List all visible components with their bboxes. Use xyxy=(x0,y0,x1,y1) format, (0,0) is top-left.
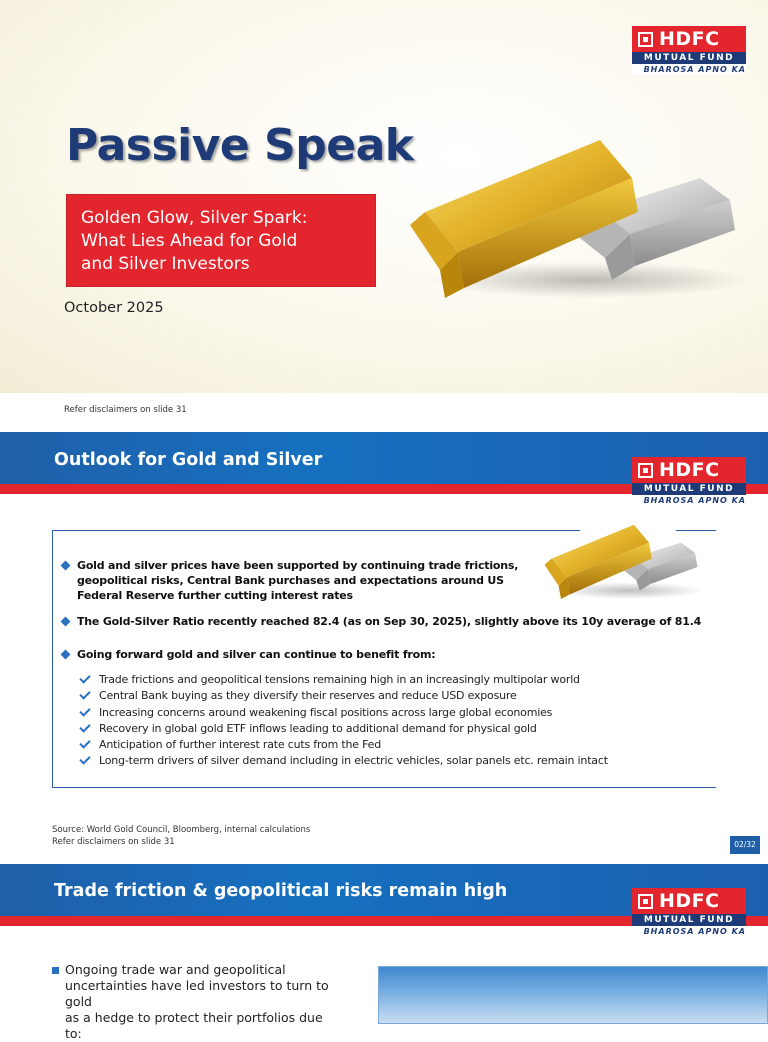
hdfc-logo-icon xyxy=(638,32,653,47)
hdfc-logo: HDFC MUTUAL FUND BHAROSA APNO KA xyxy=(632,26,746,74)
list-item: Recovery in global gold ETF inflows leading to additional demand for physical gold xyxy=(78,721,698,737)
cover-slide xyxy=(0,0,768,393)
outlook-bullet-1: Gold and silver prices have been supported by continuing trade frictions, geopolitical risks, Central Bank purchases and expectations around US Federal Reserve further cutting interest rates xyxy=(62,558,532,603)
list-item: Central Bank buying as they diversify their reserves and reduce USD exposure xyxy=(78,688,698,704)
diamond-bullet-icon xyxy=(61,561,71,571)
square-bullet-icon xyxy=(52,967,59,974)
slide2-title: Outlook for Gold and Silver xyxy=(54,450,323,470)
checkmark-icon xyxy=(79,705,90,716)
gold-silver-bars-image-small xyxy=(536,520,706,600)
checkmark-icon xyxy=(79,754,90,765)
checkmark-icon xyxy=(79,721,90,732)
list-item: Trade frictions and geopolitical tensions remaining high in an increasingly multipolar world xyxy=(78,672,698,688)
list-item: Long-term drivers of silver demand including in electric vehicles, solar panels etc. remain intact xyxy=(78,753,698,769)
diamond-bullet-icon xyxy=(61,650,71,660)
checkmark-icon xyxy=(79,738,90,749)
list-item: Anticipation of further interest rate cuts from the Fed xyxy=(78,737,698,753)
checkmark-icon xyxy=(79,689,90,700)
gold-silver-bars-image xyxy=(400,130,745,300)
hdfc-logo: HDFC MUTUAL FUND BHAROSA APNO KA xyxy=(632,457,746,505)
list-item: Increasing concerns around weakening fiscal positions across large global economies xyxy=(78,705,698,721)
benefit-checklist xyxy=(78,672,698,770)
source-note: Source: World Gold Council, Bloomberg, internal calculations Refer disclaimers on slide 31 xyxy=(52,825,311,847)
hdfc-logo-icon xyxy=(638,463,653,478)
page-number-badge: 02/32 xyxy=(730,836,760,854)
diamond-bullet-icon xyxy=(61,617,71,627)
trade-bullet: Ongoing trade war and geopolitical uncertainties have led investors to turn to gold as a hedge to protect their portfolios due to: xyxy=(52,962,342,1042)
slide3-title: Trade friction & geopolitical risks remain high xyxy=(54,881,508,901)
outlook-bullet-3: Going forward gold and silver can continue to benefit from: xyxy=(62,647,712,662)
cover-subtitle: Golden Glow, Silver Spark: What Lies Ahead for Gold and Silver Investors xyxy=(66,194,376,287)
outlook-bullet-2: The Gold-Silver Ratio recently reached 82.4 (as on Sep 30, 2025), slightly above its 10y average of 81.4 xyxy=(62,614,712,629)
disclaimer-text: Refer disclaimers on slide 31 xyxy=(64,405,187,415)
checkmark-icon xyxy=(79,672,90,683)
cover-title: Passive Speak xyxy=(66,120,414,171)
cover-date: October 2025 xyxy=(64,300,164,316)
sky-image xyxy=(378,966,768,1024)
hdfc-logo: HDFC MUTUAL FUND BHAROSA APNO KA xyxy=(632,888,746,936)
hdfc-logo-icon xyxy=(638,894,653,909)
